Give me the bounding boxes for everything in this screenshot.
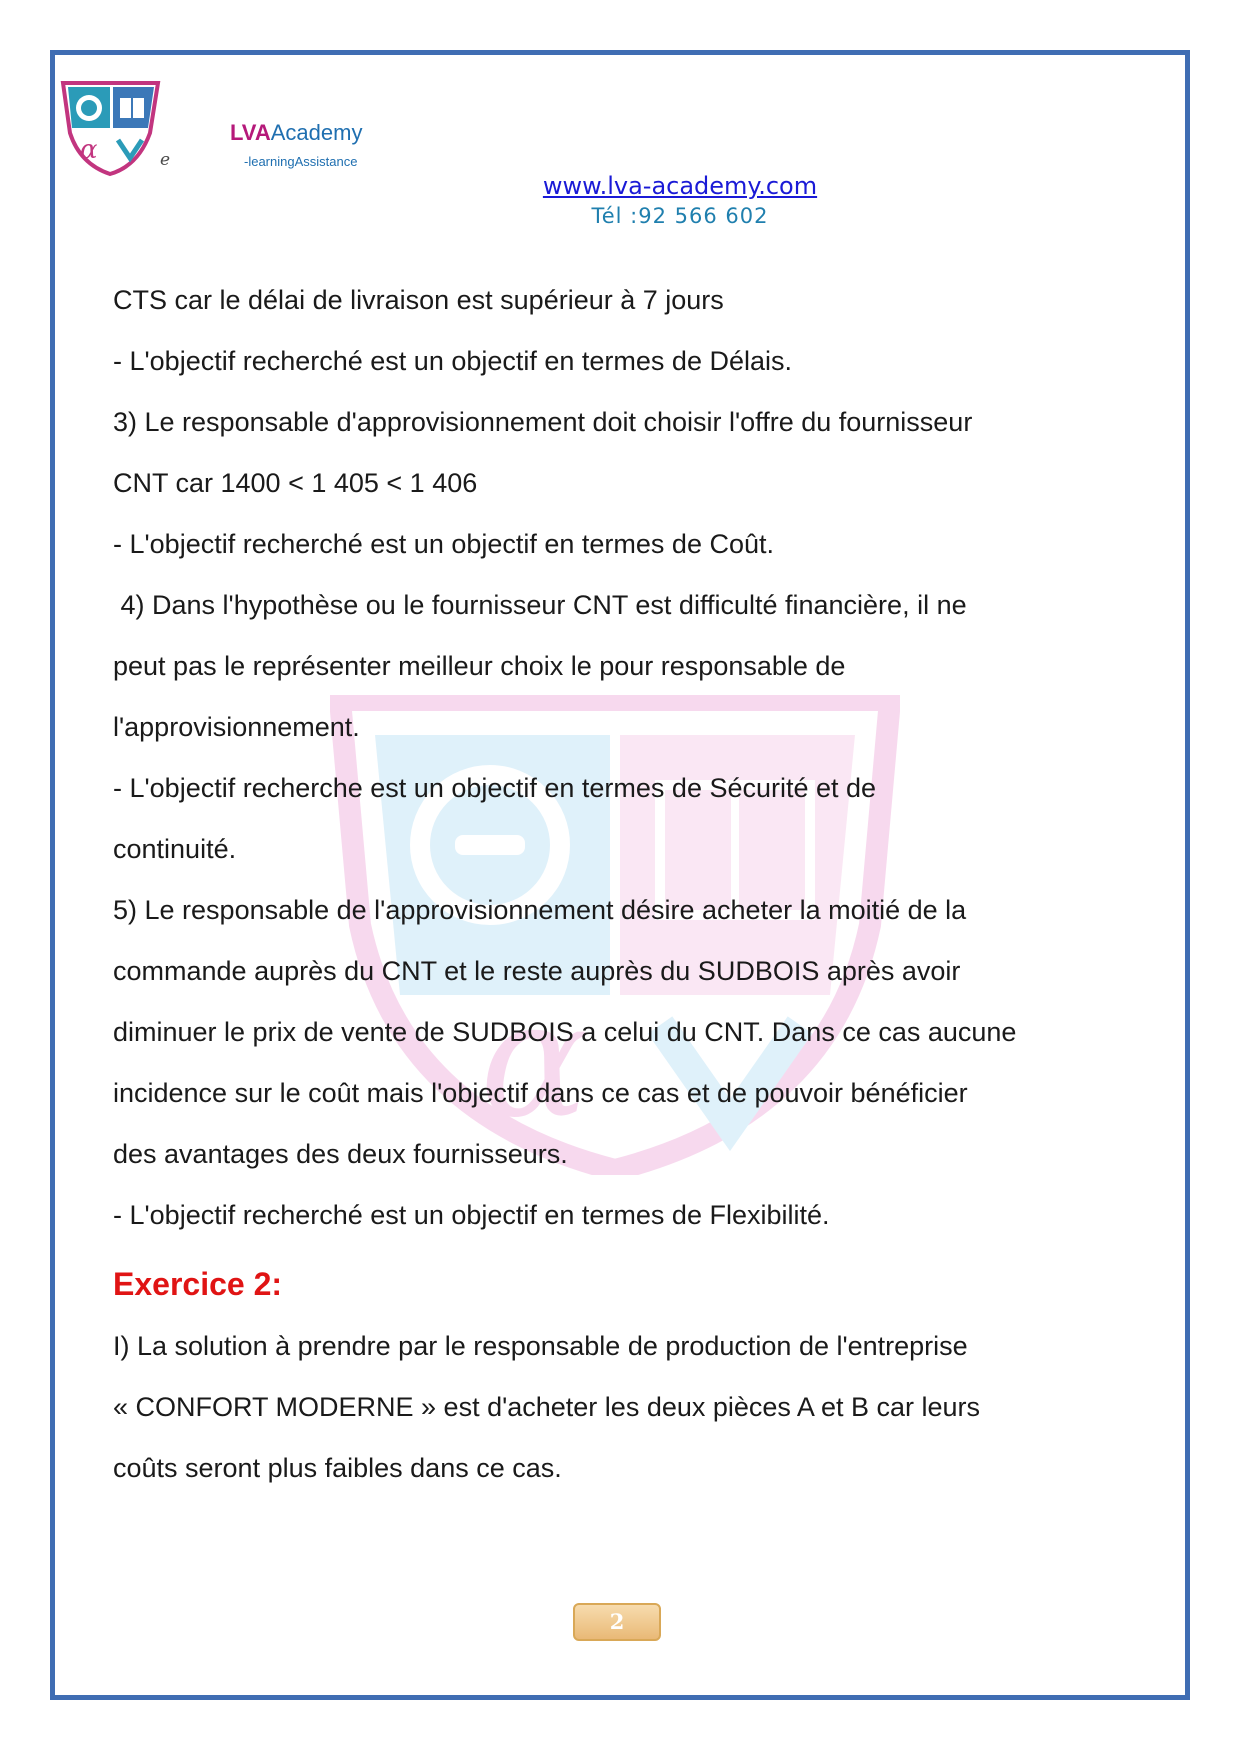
website-link[interactable]: www.lva-academy.com — [542, 172, 818, 200]
body-line: coûts seront plus faibles dans ce cas. — [113, 1453, 562, 1483]
body-line: - L'objectif recherché est un objectif en termes de Délais. — [113, 346, 792, 376]
svg-text:α: α — [80, 135, 98, 165]
brand-lva: LVA — [230, 120, 271, 145]
phone-number: Tél :92 566 602 — [591, 204, 769, 228]
body-line: peut pas le représenter meilleur choix le pour responsable de — [113, 651, 846, 681]
page-number: 2 — [573, 1603, 661, 1641]
body-line: commande auprès du CNT et le reste auprès du SUDBOIS après avoir — [113, 956, 961, 986]
body-line: - L'objectif recherché est un objectif en termes de Flexibilité. — [113, 1200, 830, 1230]
body-line: 4) Dans l'hypothèse ou le fournisseur CNT est difficulté financière, il ne — [113, 590, 967, 620]
body-line: des avantages des deux fournisseurs. — [113, 1139, 568, 1169]
body-line: - L'objectif recherche est un objectif en termes de Sécurité et de — [113, 773, 877, 803]
body-line: continuité. — [113, 834, 237, 864]
exercise-heading: Exercice 2: — [113, 1266, 283, 1302]
body-line: 3) Le responsable d'approvisionnement doit choisir l'offre du fournisseur — [113, 407, 973, 437]
svg-text:α: α — [480, 966, 589, 1153]
lva-shield-logo — [58, 78, 171, 178]
body-line: l'approvisionnement. — [113, 712, 360, 742]
body-line: diminuer le prix de vente de SUDBOIS a celui du CNT. Dans ce cas aucune — [113, 1017, 1017, 1047]
document-body — [113, 280, 1113, 1509]
body-line: CNT car 1400 < 1 405 < 1 406 — [113, 468, 478, 498]
brand-subtitle: -learningAssistance — [244, 154, 358, 169]
body-line: I) La solution à prendre par le responsable de production de l'entreprise — [113, 1331, 968, 1361]
body-line: CTS car le délai de livraison est supérieur à 7 jours — [113, 285, 724, 315]
body-line: « CONFORT MODERNE » est d'acheter les deux pièces A et B car leurs — [113, 1392, 981, 1422]
body-line: 5) Le responsable de l'approvisionnement désire acheter la moitié de la — [113, 895, 967, 925]
logo-letter: e — [160, 150, 171, 170]
body-line: incidence sur le coût mais l'objectif dans ce cas et de pouvoir bénéficier — [113, 1078, 968, 1108]
brand-name — [230, 120, 362, 146]
brand-academy: Academy — [270, 120, 363, 145]
body-line: - L'objectif recherché est un objectif en termes de Coût. — [113, 529, 774, 559]
